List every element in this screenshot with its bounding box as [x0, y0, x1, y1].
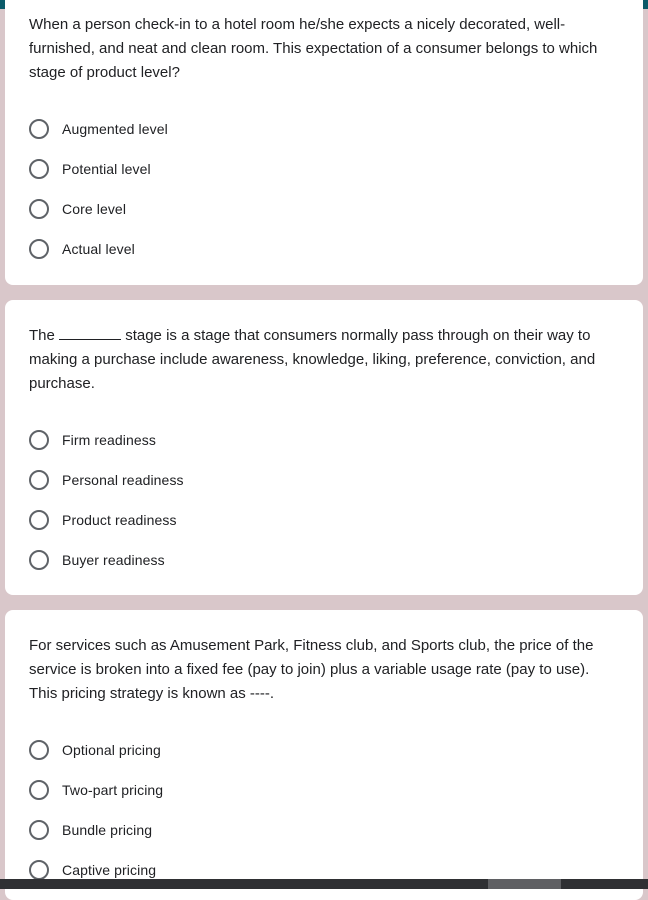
option-label: Two-part pricing	[62, 782, 164, 798]
option-firm-readiness[interactable]	[29, 420, 619, 460]
options-group-2	[29, 420, 619, 580]
radio-button[interactable]	[29, 860, 49, 880]
option-label: Augmented level	[62, 121, 168, 137]
option-label: Actual level	[62, 241, 135, 257]
radio-button[interactable]	[29, 239, 49, 259]
radio-button[interactable]	[29, 430, 49, 450]
option-label: Bundle pricing	[62, 822, 153, 838]
question-card-1	[5, 0, 643, 285]
option-personal-readiness[interactable]	[29, 460, 619, 500]
option-two-part-pricing[interactable]	[29, 770, 619, 810]
radio-button[interactable]	[29, 550, 49, 570]
question-card-2	[5, 300, 643, 595]
option-label: Buyer readiness	[62, 552, 165, 568]
radio-button[interactable]	[29, 199, 49, 219]
radio-button[interactable]	[29, 119, 49, 139]
option-label: Optional pricing	[62, 742, 161, 758]
option-label: Potential level	[62, 161, 151, 177]
radio-button[interactable]	[29, 470, 49, 490]
options-group-1	[29, 109, 619, 269]
option-label: Core level	[62, 201, 127, 217]
option-buyer-readiness[interactable]	[29, 540, 619, 580]
radio-button[interactable]	[29, 780, 49, 800]
question-text-1: When a person check-in to a hotel room he/she expects a nicely decorated, well-furnished, and neat and clean room. This expectation of a consumer belongs to which stage of product level?	[29, 16, 598, 81]
option-core-level[interactable]	[29, 189, 619, 229]
option-augmented-level[interactable]	[29, 109, 619, 149]
question-text-before-blank: The	[29, 327, 55, 344]
option-product-readiness[interactable]	[29, 500, 619, 540]
horizontal-scrollbar-thumb[interactable]	[488, 879, 561, 889]
fill-in-blank	[59, 325, 121, 340]
option-actual-level[interactable]	[29, 229, 619, 269]
radio-button[interactable]	[29, 159, 49, 179]
radio-button[interactable]	[29, 510, 49, 530]
option-optional-pricing[interactable]	[29, 730, 619, 770]
question-text-3: For services such as Amusement Park, Fitness club, and Sports club, the price of the service is broken into a fixed fee (pay to join) plus a variable usage rate (pay to use). This pricing strategy is known as ----.	[29, 637, 594, 702]
options-group-3	[29, 730, 619, 890]
option-label: Firm readiness	[62, 432, 156, 448]
question-card-3	[5, 610, 643, 900]
option-label: Product readiness	[62, 512, 177, 528]
radio-button[interactable]	[29, 740, 49, 760]
option-label: Captive pricing	[62, 862, 157, 878]
option-potential-level[interactable]	[29, 149, 619, 189]
question-text-after-blank: stage is a stage that consumers normally pass through on their way to making a purchase include awareness, knowledge, liking, preference, conviction, and purchase.	[29, 327, 596, 392]
option-bundle-pricing[interactable]	[29, 810, 619, 850]
radio-button[interactable]	[29, 820, 49, 840]
option-label: Personal readiness	[62, 472, 184, 488]
question-text-2	[29, 300, 619, 396]
